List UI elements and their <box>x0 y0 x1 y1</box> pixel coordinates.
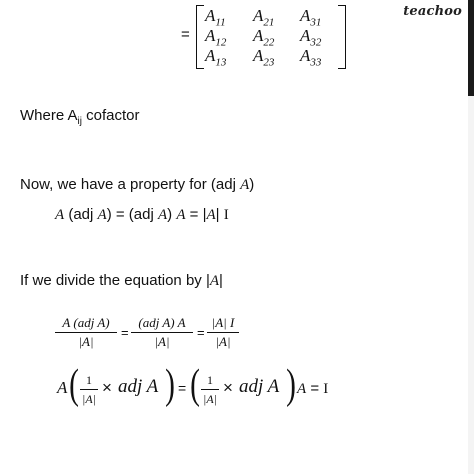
definition-subscript: ij <box>77 116 82 127</box>
final-trail: A = I <box>297 380 329 397</box>
scrollbar-thumb[interactable] <box>468 0 474 96</box>
teachoo-logo: teachoo <box>403 4 462 19</box>
matrix-cell: $A_{11}$ <box>205 6 226 29</box>
matrix-right-bracket <box>338 5 346 69</box>
fraction-3-bar <box>207 332 239 333</box>
final-left-paren-2: ( <box>190 362 200 408</box>
final-inner-2-numerator: 1 <box>207 373 213 387</box>
matrix-cell: $A_{22}$ <box>253 26 275 49</box>
final-right-paren-1: ) <box>165 362 175 408</box>
matrix-cell: $A_{12}$ <box>205 26 227 49</box>
cofactor-matrix <box>196 5 346 67</box>
final-times-2: × <box>223 378 233 397</box>
final-inner-1-numerator: 1 <box>86 373 92 387</box>
matrix-cell: $A_{31}$ <box>300 6 322 29</box>
final-times-1: × <box>102 378 112 397</box>
scrollbar-track[interactable] <box>468 0 474 474</box>
equals-1: = <box>121 325 129 340</box>
final-equals: = <box>178 380 187 396</box>
definition-text: Where A <box>20 107 78 124</box>
fraction-1-bar <box>55 332 117 333</box>
equals-2: = <box>197 325 205 340</box>
fraction-2-denominator: |A| <box>154 334 170 349</box>
final-inner-2-bar <box>201 389 219 390</box>
fraction-2-numerator: (adj A) A <box>138 315 186 330</box>
fraction-3-denominator: |A| <box>215 334 231 349</box>
property-intro: Now, we have a property for (adj A) <box>20 176 255 193</box>
final-left-paren-1: ( <box>69 362 79 408</box>
matrix-cell: $A_{21}$ <box>253 6 275 29</box>
fraction-1 <box>55 315 117 349</box>
fraction-1-denominator: |A| <box>78 334 94 349</box>
final-right-paren-2: ) <box>286 362 296 408</box>
matrix-left-bracket <box>196 5 204 69</box>
fraction-2 <box>131 315 193 349</box>
fraction-3-numerator: |A| I <box>211 315 235 330</box>
matrix-equals: = <box>181 26 190 43</box>
fraction-3 <box>207 315 239 349</box>
property-equation: A (adj A) = (adj A) A = |A| I <box>55 206 229 223</box>
final-lead-A: A <box>57 378 68 397</box>
final-adj-1: adj A <box>118 376 159 397</box>
final-inner-fraction-2 <box>201 372 219 406</box>
cofactor-definition <box>20 107 140 127</box>
definition-suffix: cofactor <box>81 107 140 124</box>
matrix-cell: $A_{33}$ <box>300 46 322 69</box>
final-inner-fraction-1 <box>80 372 98 406</box>
final-adj-2: adj A <box>239 376 280 397</box>
matrix-cell: $A_{32}$ <box>300 26 322 49</box>
matrix-cell: $A_{23}$ <box>253 46 275 69</box>
final-inner-1-denominator: |A| <box>82 392 96 406</box>
divide-intro: If we divide the equation by |A| <box>20 272 223 289</box>
matrix-cell: $A_{13}$ <box>205 46 227 69</box>
fraction-1-numerator: A (adj A) <box>62 315 110 330</box>
final-inner-1-bar <box>80 389 98 390</box>
final-inner-2-denominator: |A| <box>203 392 217 406</box>
fraction-2-bar <box>131 332 193 333</box>
